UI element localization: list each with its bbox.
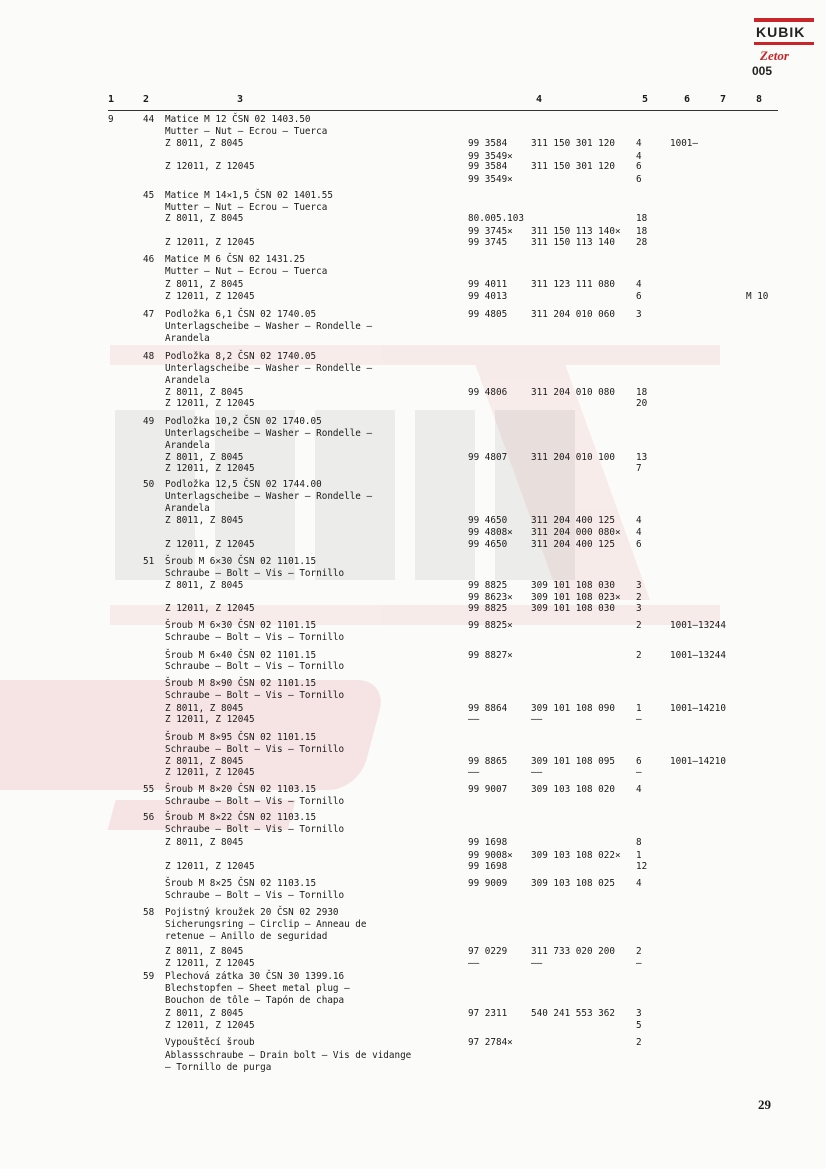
cell-c3: Z 12011, Z 12045 (165, 861, 255, 872)
cell-c3: Podložka 12,5 ČSN 02 1744.00 (165, 479, 322, 490)
cell-c5: 7 (636, 463, 642, 474)
cell-c6: 1001— (670, 138, 698, 149)
cell-c3: Z 8011, Z 8045 (165, 703, 244, 714)
cell-c5: 6 (636, 291, 642, 302)
cell-c5: 18 (636, 213, 648, 224)
logo-code: 005 (752, 64, 773, 78)
cell-c3: Arandela (165, 503, 210, 514)
cell-c6: 1001—14210 (670, 703, 726, 714)
cell-c6: 1001—14210 (670, 756, 726, 767)
cell-c4b: 311 204 000 080⨯ (531, 527, 621, 538)
cell-c5: 12 (636, 861, 648, 872)
cell-c3: Z 8011, Z 8045 (165, 837, 244, 848)
cell-c4a: 99 1698 (468, 861, 508, 872)
cell-c4a: 99 4808⨯ (468, 527, 513, 538)
cell-c4a: 99 8825⨯ (468, 620, 513, 631)
cell-c2: 48 (143, 351, 155, 362)
cell-c3: Schraube — Bolt — Vis — Tornillo (165, 568, 345, 579)
col-header-3: 3 (237, 94, 244, 105)
cell-c3: Z 12011, Z 12045 (165, 539, 255, 550)
cell-c3: Podložka 8,2 ČSN 02 1740.05 (165, 351, 317, 362)
cell-c3: Z 8011, Z 8045 (165, 515, 244, 526)
cell-c3: Arandela (165, 333, 210, 344)
cell-c3: Z 12011, Z 12045 (165, 1020, 255, 1031)
cell-c3: Blechstopfen — Sheet metal plug — (165, 983, 350, 994)
cell-c5: 6 (636, 174, 642, 185)
col-header-4: 4 (536, 94, 543, 105)
page-number: 29 (758, 1097, 771, 1112)
cell-c3: Šroub M 8⨯20 ČSN 02 1103.15 (165, 784, 317, 795)
cell-c5: 4 (636, 784, 642, 795)
cell-c3: Šroub M 6⨯30 ČSN 02 1101.15 (165, 620, 317, 631)
cell-c3: Sicherungsring — Circlip — Anneau de (165, 919, 367, 930)
cell-c4a: 99 4650 (468, 539, 508, 550)
cell-c3: Z 8011, Z 8045 (165, 946, 244, 957)
cell-c5: 6 (636, 756, 642, 767)
cell-c3: Mutter — Nut — Ecrou — Tuerca (165, 202, 328, 213)
cell-c5: 4 (636, 878, 642, 889)
cell-c4a: 97 0229 (468, 946, 508, 957)
cell-c4a: 99 8825 (468, 603, 508, 614)
cell-c3: Z 12011, Z 12045 (165, 714, 255, 725)
logo-sub: Zetor (760, 48, 789, 63)
cell-c3: Z 8011, Z 8045 (165, 387, 244, 398)
cell-c3: Unterlagscheibe — Washer — Rondelle — (165, 321, 373, 332)
cell-c5: 4 (636, 527, 642, 538)
cell-c5: 28 (636, 237, 648, 248)
cell-c4b: 311 204 010 100 (531, 452, 615, 463)
cell-c4a: 99 8825 (468, 580, 508, 591)
cell-c4a: 99 4013 (468, 291, 508, 302)
cell-c3: Šroub M 8⨯22 ČSN 02 1103.15 (165, 812, 317, 823)
cell-c5: — (636, 958, 642, 969)
cell-c2: 45 (143, 190, 155, 201)
cell-c6: 1001—13244 (670, 620, 726, 631)
col-header-7: 7 (720, 94, 727, 105)
cell-c4b: 311 204 400 125 (531, 515, 615, 526)
cell-c5: 2 (636, 620, 642, 631)
cell-c5: 5 (636, 1020, 642, 1031)
cell-c3: Schraube — Bolt — Vis — Tornillo (165, 824, 345, 835)
cell-c3: Podložka 10,2 ČSN 02 1740.05 (165, 416, 322, 427)
cell-c5: 20 (636, 398, 648, 409)
cell-c4b: 311 150 113 140 (531, 237, 615, 248)
cell-c4b: —— (531, 767, 543, 778)
cell-c4a: 80.005.103 (468, 213, 524, 224)
cell-c5: — (636, 767, 642, 778)
cell-c3: Plechová zátka 30 ČSN 30 1399.16 (165, 971, 345, 982)
cell-c4b: 311 150 113 140⨯ (531, 226, 621, 237)
kubik-zetor-logo (752, 14, 818, 80)
cell-c3: Z 12011, Z 12045 (165, 603, 255, 614)
cell-c3: Z 12011, Z 12045 (165, 161, 255, 172)
cell-c5: — (636, 714, 642, 725)
cell-c2: 46 (143, 254, 155, 265)
cell-c2: 50 (143, 479, 155, 490)
cell-c3: Pojistný kroužek 20 ČSN 02 2930 (165, 907, 339, 918)
cell-c3: Schraube — Bolt — Vis — Tornillo (165, 661, 345, 672)
cell-c5: 2 (636, 592, 642, 603)
cell-c3: Z 8011, Z 8045 (165, 1008, 244, 1019)
cell-c4a: 99 8623⨯ (468, 592, 513, 603)
cell-c3: Vypouštěcí šroub (165, 1037, 255, 1048)
cell-c5: 6 (636, 539, 642, 550)
cell-c4b: 309 103 108 020 (531, 784, 615, 795)
cell-c3: Z 12011, Z 12045 (165, 958, 255, 969)
cell-c5: 2 (636, 650, 642, 661)
cell-c2: 56 (143, 812, 155, 823)
cell-c5: 4 (636, 279, 642, 290)
cell-c3: Schraube — Bolt — Vis — Tornillo (165, 890, 345, 901)
cell-c3: Schraube — Bolt — Vis — Tornillo (165, 744, 345, 755)
cell-c3: Šroub M 6⨯30 ČSN 02 1101.15 (165, 556, 317, 567)
cell-c5: 3 (636, 580, 642, 591)
cell-c4a: 99 4011 (468, 279, 508, 290)
cell-c5: 13 (636, 452, 648, 463)
cell-c3: Šroub M 8⨯25 ČSN 02 1103.15 (165, 878, 317, 889)
cell-c4a: —— (468, 714, 480, 725)
cell-c4a: 99 8827⨯ (468, 650, 513, 661)
cell-c4a: 99 8865 (468, 756, 508, 767)
cell-c3: Arandela (165, 440, 210, 451)
cell-c5: 4 (636, 515, 642, 526)
cell-c5: 2 (636, 946, 642, 957)
logo-brand: KUBIK (756, 24, 806, 40)
cell-c4a: 99 3549⨯ (468, 151, 513, 162)
cell-c4a: 99 3549⨯ (468, 174, 513, 185)
cell-c3: Arandela (165, 375, 210, 386)
cell-c3: — Tornillo de purga (165, 1062, 272, 1073)
cell-c4a: 99 4807 (468, 452, 508, 463)
cell-c2: 51 (143, 556, 155, 567)
cell-c4a: 99 9008⨯ (468, 850, 513, 861)
cell-c4b: 309 103 108 022⨯ (531, 850, 621, 861)
col-header-8: 8 (756, 94, 763, 105)
cell-c5: 4 (636, 151, 642, 162)
cell-c3: retenue — Anillo de seguridad (165, 931, 328, 942)
cell-c3: Šroub M 8⨯90 ČSN 02 1101.15 (165, 678, 317, 689)
cell-c4a: 97 2311 (468, 1008, 508, 1019)
cell-c4b: 311 733 020 200 (531, 946, 615, 957)
cell-c3: Matice M 12 ČSN 02 1403.50 (165, 114, 311, 125)
cell-c3: Schraube — Bolt — Vis — Tornillo (165, 690, 345, 701)
cell-c3: Z 8011, Z 8045 (165, 213, 244, 224)
cell-c4a: 99 8864 (468, 703, 508, 714)
cell-c2: 47 (143, 309, 155, 320)
cell-c3: Schraube — Bolt — Vis — Tornillo (165, 796, 345, 807)
cell-c5: 6 (636, 161, 642, 172)
cell-c3: Unterlagscheibe — Washer — Rondelle — (165, 491, 373, 502)
cell-c4a: 99 3745 (468, 237, 508, 248)
cell-c3: Šroub M 6⨯40 ČSN 02 1101.15 (165, 650, 317, 661)
cell-c1: 9 (108, 114, 114, 125)
cell-c2: 55 (143, 784, 155, 795)
cell-c4a: 99 1698 (468, 837, 508, 848)
cell-c4b: 311 150 301 120 (531, 138, 615, 149)
cell-c3: Matice M 14⨯1,5 ČSN 02 1401.55 (165, 190, 333, 201)
cell-c4a: —— (468, 767, 480, 778)
cell-c3: Podložka 6,1 ČSN 02 1740.05 (165, 309, 317, 320)
cell-c5: 18 (636, 226, 648, 237)
cell-c4a: 97 2784⨯ (468, 1037, 513, 1048)
cell-c4b: 311 204 010 060 (531, 309, 615, 320)
cell-c4b: —— (531, 958, 543, 969)
cell-c3: Z 8011, Z 8045 (165, 756, 244, 767)
cell-c5: 1 (636, 703, 642, 714)
col-header-5: 5 (642, 94, 649, 105)
cell-c3: Unterlagscheibe — Washer — Rondelle — (165, 363, 373, 374)
cell-c5: 3 (636, 309, 642, 320)
cell-c5: 3 (636, 1008, 642, 1019)
cell-c8: M 10 (746, 291, 769, 302)
cell-c5: 3 (636, 603, 642, 614)
cell-c4b: 309 101 108 030 (531, 603, 615, 614)
cell-c3: Mutter — Nut — Ecrou — Tuerca (165, 266, 328, 277)
cell-c5: 2 (636, 1037, 642, 1048)
cell-c5: 18 (636, 387, 648, 398)
cell-c3: Z 12011, Z 12045 (165, 463, 255, 474)
cell-c4b: —— (531, 714, 543, 725)
cell-c4a: —— (468, 958, 480, 969)
cell-c4a: 99 3584 (468, 138, 508, 149)
cell-c2: 58 (143, 907, 155, 918)
cell-c3: Z 8011, Z 8045 (165, 580, 244, 591)
cell-c4a: 99 4650 (468, 515, 508, 526)
cell-c4b: 540 241 553 362 (531, 1008, 615, 1019)
cell-c3: Bouchon de tôle — Tapón de chapa (165, 995, 345, 1006)
cell-c3: Ablassschraube — Drain bolt — Vis de vidange (165, 1050, 412, 1061)
cell-c3: Mutter — Nut — Ecrou — Tuerca (165, 126, 328, 137)
cell-c4b: 309 101 108 030 (531, 580, 615, 591)
cell-c6: 1001—13244 (670, 650, 726, 661)
cell-c4a: 99 3745⨯ (468, 226, 513, 237)
cell-c5: 8 (636, 837, 642, 848)
cell-c4b: 311 204 010 080 (531, 387, 615, 398)
col-header-1: 1 (108, 94, 115, 105)
header-rule (108, 110, 778, 111)
cell-c4b: 309 101 108 090 (531, 703, 615, 714)
cell-c4a: 99 9007 (468, 784, 508, 795)
cell-c4b: 311 204 400 125 (531, 539, 615, 550)
cell-c5: 4 (636, 138, 642, 149)
cell-c4b: 309 101 108 095 (531, 756, 615, 767)
cell-c2: 49 (143, 416, 155, 427)
cell-c4b: 311 150 301 120 (531, 161, 615, 172)
cell-c3: Šroub M 8⨯95 ČSN 02 1101.15 (165, 732, 317, 743)
cell-c3: Z 12011, Z 12045 (165, 398, 255, 409)
cell-c3: Unterlagscheibe — Washer — Rondelle — (165, 428, 373, 439)
cell-c3: Z 12011, Z 12045 (165, 237, 255, 248)
cell-c4a: 99 3584 (468, 161, 508, 172)
cell-c3: Schraube — Bolt — Vis — Tornillo (165, 632, 345, 643)
cell-c3: Z 12011, Z 12045 (165, 291, 255, 302)
cell-c4a: 99 4806 (468, 387, 508, 398)
col-header-2: 2 (143, 94, 150, 105)
cell-c4b: 309 103 108 025 (531, 878, 615, 889)
cell-c2: 59 (143, 971, 155, 982)
cell-c3: Z 8011, Z 8045 (165, 279, 244, 290)
cell-c3: Z 8011, Z 8045 (165, 138, 244, 149)
col-header-6: 6 (684, 94, 691, 105)
cell-c4a: 99 4805 (468, 309, 508, 320)
cell-c5: 1 (636, 850, 642, 861)
cell-c4b: 309 101 108 023⨯ (531, 592, 621, 603)
cell-c4b: 311 123 111 080 (531, 279, 615, 290)
cell-c3: Z 12011, Z 12045 (165, 767, 255, 778)
cell-c3: Z 8011, Z 8045 (165, 452, 244, 463)
cell-c4a: 99 9009 (468, 878, 508, 889)
cell-c2: 44 (143, 114, 155, 125)
cell-c3: Matice M 6 ČSN 02 1431.25 (165, 254, 305, 265)
